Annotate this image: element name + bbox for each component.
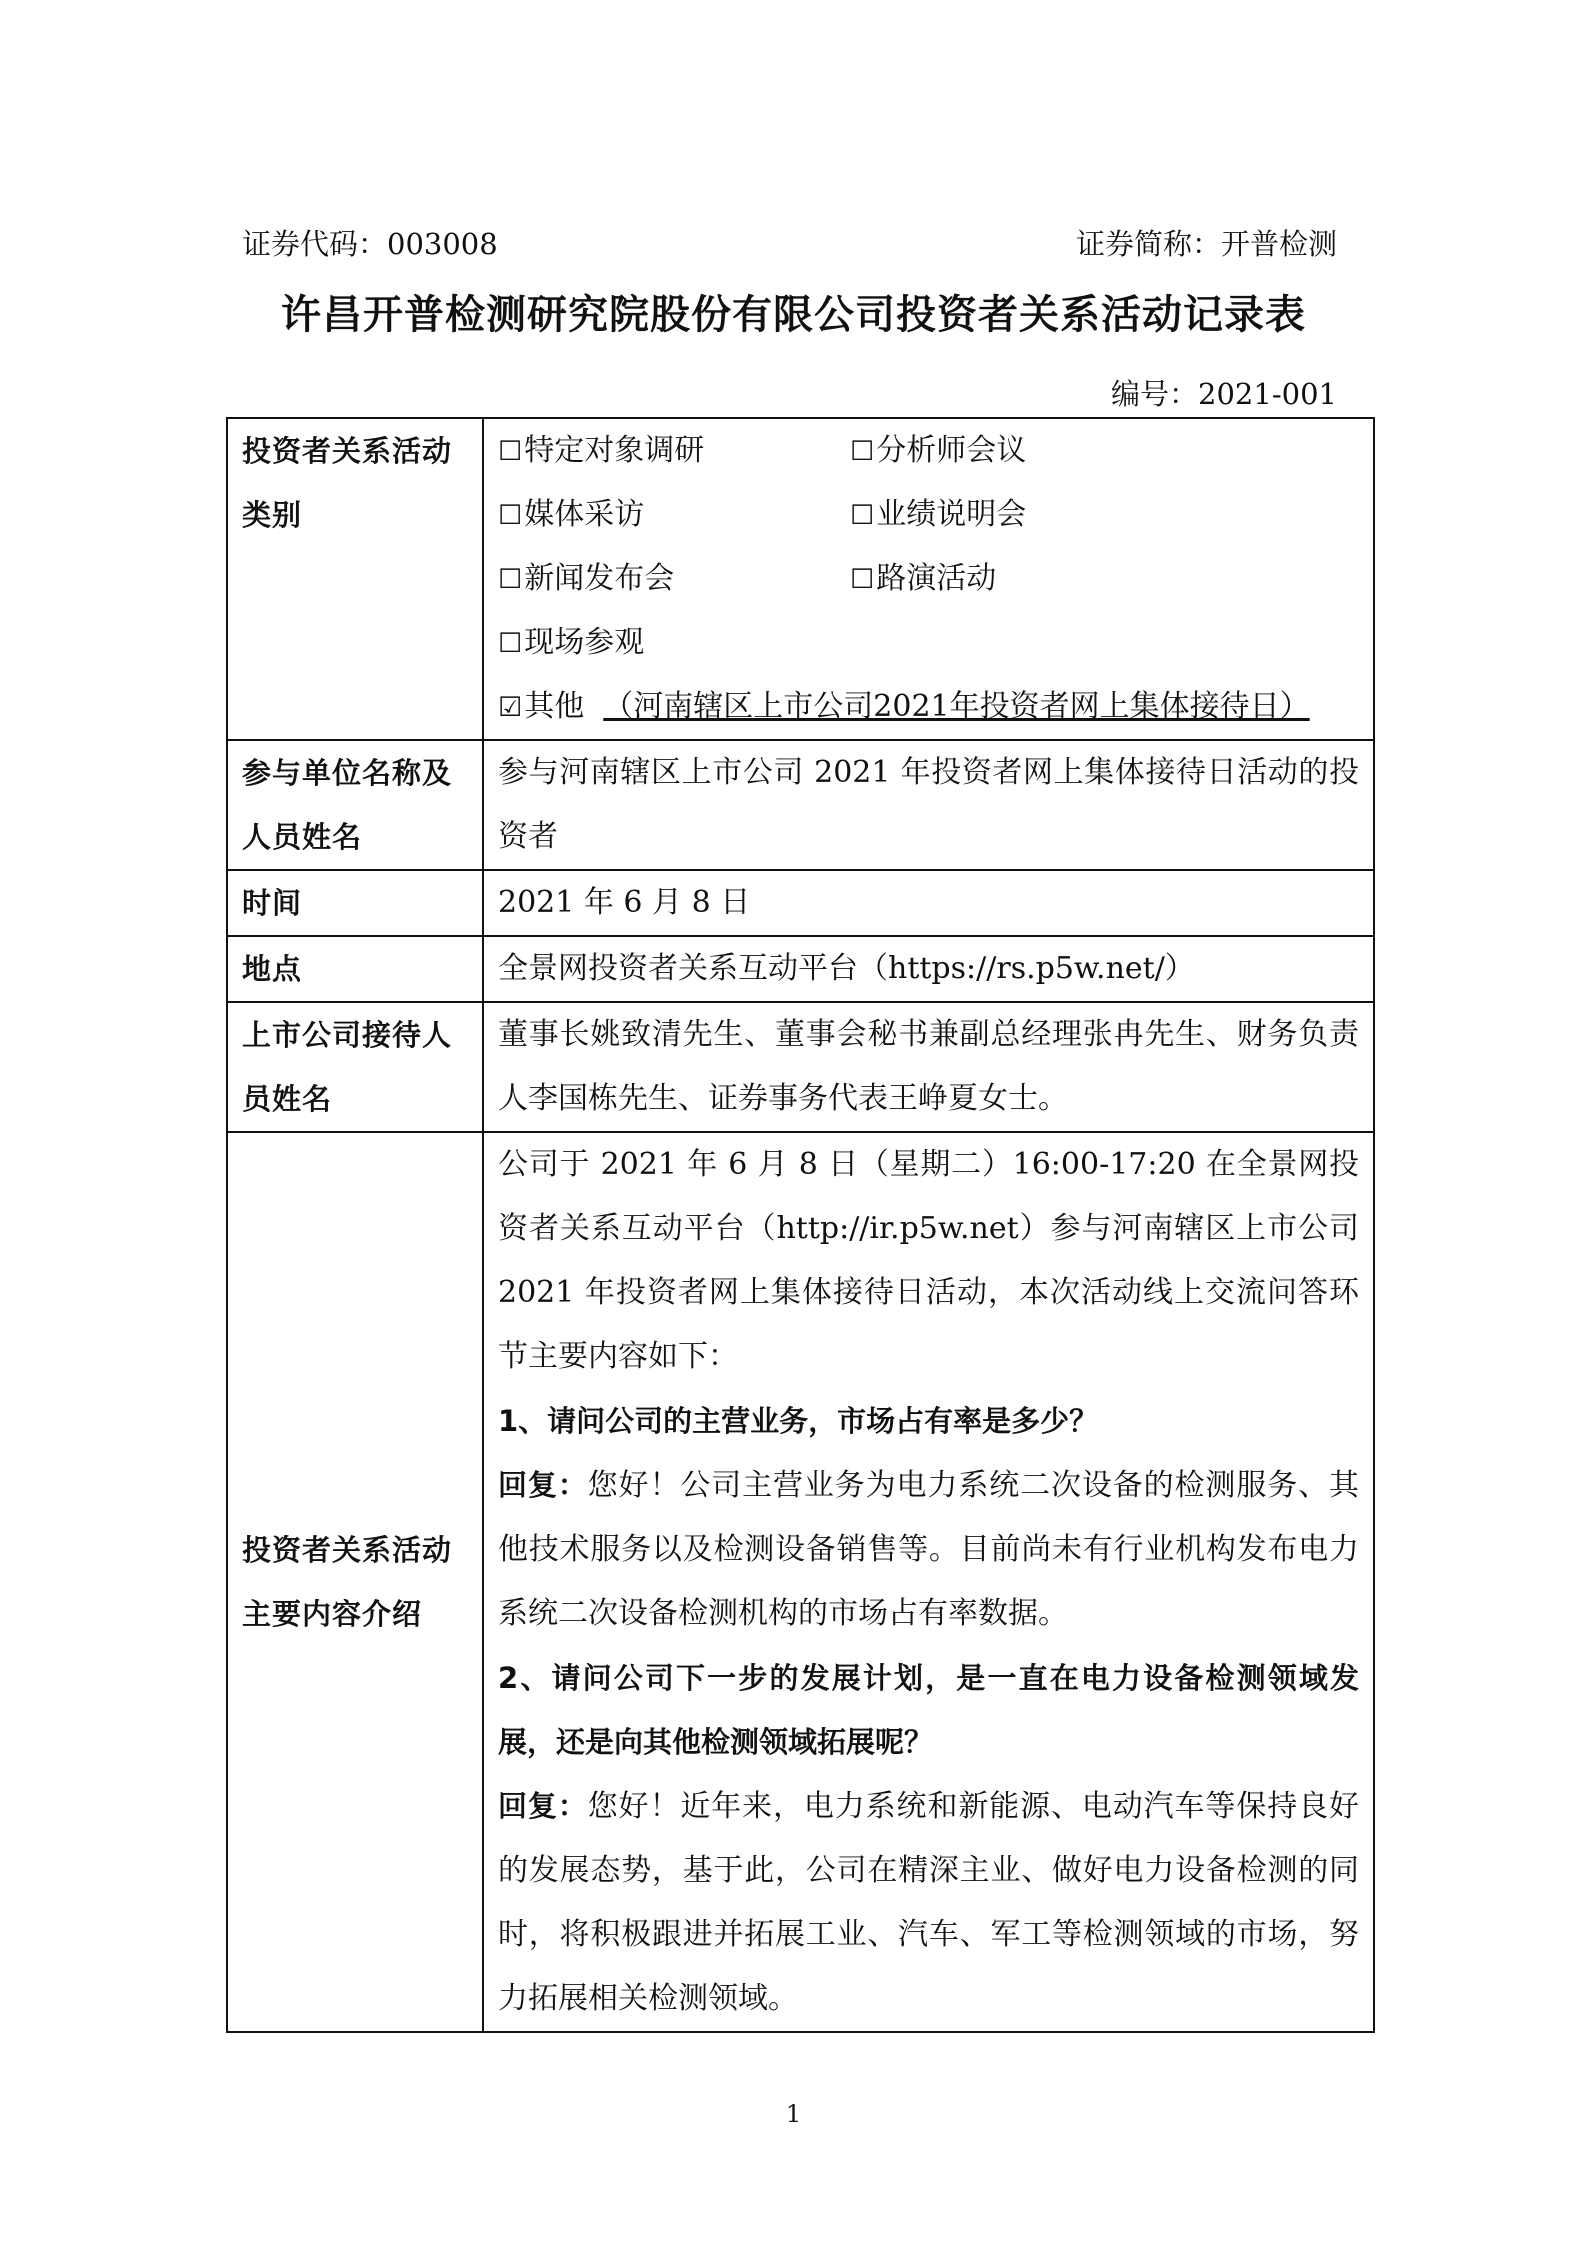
unchecked-box-icon: ☐: [498, 500, 523, 531]
activity-type-options: [483, 418, 1374, 740]
answer-1: [498, 1453, 1359, 1646]
row-receptionists: [227, 1002, 1374, 1132]
checked-box-icon: ☑: [498, 692, 523, 723]
time-value: 2021 年 6 月 8 日: [483, 870, 1374, 936]
row-activity-type: [227, 418, 1374, 740]
page-number: 1: [785, 2100, 802, 2128]
activity-type-label: 投资者关系活动类别: [227, 418, 483, 740]
unchecked-box-icon: ☐: [850, 500, 875, 531]
unchecked-box-icon: ☐: [850, 436, 875, 467]
record-number: 编号：2021-001: [1111, 377, 1337, 411]
main-content-label: 投资者关系活动主要内容介绍: [227, 1132, 483, 2032]
receptionists-label: 上市公司接待人员姓名: [227, 1002, 483, 1132]
unchecked-box-icon: ☐: [498, 436, 523, 467]
row-main-content: [227, 1132, 1374, 2032]
row-participants: [227, 740, 1374, 870]
participants-value: 参与河南辖区上市公司 2021 年投资者网上集体接待日活动的投资者: [483, 740, 1374, 870]
question-2: 2、请问公司下一步的发展计划，是一直在电力设备检测领域发展，还是向其他检测领域拓展呢？: [498, 1661, 1359, 1759]
option-other[interactable]: [498, 675, 1310, 739]
option-press-conference[interactable]: ☐新闻发布会: [498, 561, 675, 596]
main-content-value: [483, 1132, 1374, 2032]
document-title: 许昌开普检测研究院股份有限公司投资者关系活动记录表: [281, 292, 1306, 338]
unchecked-box-icon: ☐: [850, 564, 875, 595]
option-analyst-meeting[interactable]: ☐分析师会议: [850, 433, 1027, 468]
row-time: [227, 870, 1374, 936]
answer-text: 您好！近年来，电力系统和新能源、电动汽车等保持良好的发展态势，基于此，公司在精深主业、做好电力设备检测的同时，将积极跟进并拓展工业、汽车、军工等检测领域的市场，努力拓展相关检测领域。: [498, 1789, 1359, 2016]
answer-label: 回复：: [498, 1789, 588, 1823]
checkbox-row-other: [498, 675, 1359, 739]
location-value: 全景网投资者关系互动平台（https://rs.p5w.net/）: [483, 936, 1374, 1002]
answer-2: [498, 1774, 1359, 2031]
answer-label: 回复：: [498, 1468, 588, 1502]
checkbox-row: [498, 483, 1359, 547]
record-table: [226, 417, 1375, 2033]
option-earnings-call[interactable]: ☐业绩说明会: [850, 497, 1027, 532]
location-label: 地点: [227, 936, 483, 1002]
document-header: [242, 222, 1337, 266]
time-label: 时间: [227, 870, 483, 936]
checkbox-row: [498, 419, 1359, 483]
option-media-interview[interactable]: ☐媒体采访: [498, 497, 645, 532]
row-location: [227, 936, 1374, 1002]
unchecked-box-icon: ☐: [498, 628, 523, 659]
option-specific-research[interactable]: ☐特定对象调研: [498, 433, 705, 468]
stock-code: 证券代码：003008: [242, 227, 498, 261]
receptionists-value: 董事长姚致清先生、董事会秘书兼副总经理张冉先生、财务负责人李国栋先生、证券事务代表王峥夏女士。: [483, 1002, 1374, 1132]
checkbox-row: [498, 611, 1359, 675]
intro-paragraph: 公司于 2021 年 6 月 8 日（星期二）16:00-17:20 在全景网投资者关系互动平台（http://ir.p5w.net）参与河南辖区上市公司 2021 年投资者网上集体接待日活动，本次活动线上交流问答环节主要内容如下：: [498, 1147, 1359, 1374]
checkbox-row: [498, 547, 1359, 611]
option-roadshow[interactable]: ☐路演活动: [850, 561, 997, 596]
question-1: 1、请问公司的主营业务，市场占有率是多少？: [498, 1404, 1099, 1438]
participants-label: 参与单位名称及人员姓名: [227, 740, 483, 870]
other-label: 其他: [524, 689, 585, 724]
answer-text: 您好！公司主营业务为电力系统二次设备的检测服务、其他技术服务以及检测设备销售等。目前尚未有行业机构发布电力系统二次设备检测机构的市场占有率数据。: [498, 1468, 1359, 1631]
unchecked-box-icon: ☐: [498, 564, 523, 595]
option-site-visit[interactable]: ☐现场参观: [498, 625, 645, 660]
other-detail: （河南辖区上市公司2021年投资者网上集体接待日）: [603, 689, 1310, 724]
stock-short-name: 证券简称：开普检测: [1075, 227, 1337, 261]
